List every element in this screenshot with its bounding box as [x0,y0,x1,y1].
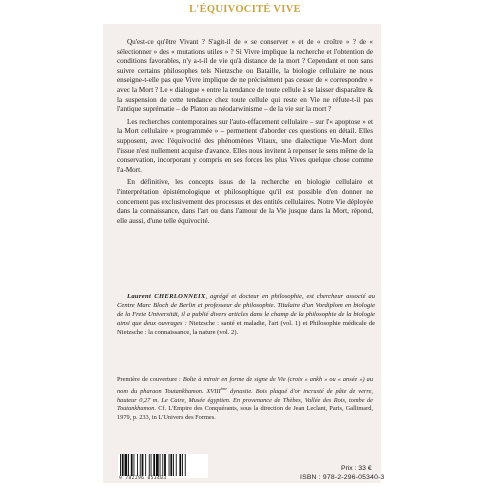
cover-credit-desc: Boîte à miroir en forme de signe de Vie (croix « ankh » ou « ansée ») au nom du pharaon Toutankhamon. XVIII [117,376,373,395]
barcode-digits: 9 782296 053403 [119,476,167,481]
book-title: L'ÉQUIVOCITÉ VIVE [189,4,301,15]
barcode-bars [118,454,208,476]
cover-credit-desc-2: dynastie. Bois plaqué d'or incrusté de pâte de verre, hauteur 0,27 m. Le Caire, Musée égyptien. En provenance de Thèbes, Vallée des Rois, tombe de Toutankhamon. [117,387,373,413]
summary-paragraph-1: Qu'est-ce qu'être Vivant ? S'agit-il de « se conserver » et de « croître » ? de « sélectionner » des « mutations utiles » ? Si Vivre implique la recherche et l'obtention de conditions favorables, n'y a-t-il de vie qu'à distance de la mort ? Cependant et non sans suivre certains philosophes tels Nietzsche ou Bataille, la biologie cellulaire ne nous enseigne-t-elle pas que Vivre implique de ne précisément pas cesser de « correspondre » avec la Mort ? Le « dialogue » entre la tendance de toute cellule à se laisser disparaître & la suspension de cette tendance chez toute cellule qui reste en Vie ne réfute-t-il pas l'antique suprématie – de Platon au néodarwinisme – de la vie sur la mort ? [117,38,373,114]
author-bio-text: , agrégé et docteur en philosophie, est chercheur associé au Centre Marc Bloch de Berlin et professeur de philosophie. Titulaire d'un Vordiplom en biologie de la Freie Universität, il a publié divers articles dans le champ de la philosophie de la biologie ainsi que deux ouvrages : [117,293,375,328]
author-works: Nietzsche : santé et maladie, l'art (vol. 1) et Philosophie médicale de Nietzsche : la connaissance, la nature (vol. 2). [117,320,375,337]
cover-credit-ref: Cf. L'Empire des Conquérants, sous la direction de Jean Leclant, Paris, Gallimard, 1979, p. 233, in L'Univers des Formes. [117,405,373,421]
author-bio [117,292,375,337]
summary-paragraph-3: En définitive, les concepts issus de la recherche en biologie cellulaire et l'interprétation épistémologique et philosophique qu'il est possible d'en donner ne concernent pas exclusivement des processus et des entités cellulaires. Notre Vie déployée dans la connaissance, dans l'art ou dans l'amour de la Vie jusque dans la Mort, répond, elle aussi, d'une telle équivocité. [117,178,373,225]
cover-credit [117,376,373,423]
price-label: Prix : 33 € [341,465,372,472]
isbn-label: ISBN : 978-2-296-05340-3 [300,474,385,481]
summary-paragraph-2: Les recherches contemporaines sur l'auto-effacement cellulaire – sur l'« apoptose » et la Mort cellulaire « programmée » – permettent d'aborder ces questions en détail. Elles supposent, avec l'équivocité des phénomènes Vitaux, une dialectique Vie-Mort dont l'issue n'est nullement acquise d'avance. Elles nous invitent à repenser le sens même de la conservation, incorporant y compris en ses forces les plus Vives quelque chose comme l'a-Mort. [117,117,373,174]
cover-credit-sup: ème [220,385,228,391]
cover-credit-label: Première de couverture : [117,376,183,383]
summary-text [117,38,373,229]
author-name: Laurent CHERLONNEIX [127,293,206,300]
barcode [118,454,208,478]
